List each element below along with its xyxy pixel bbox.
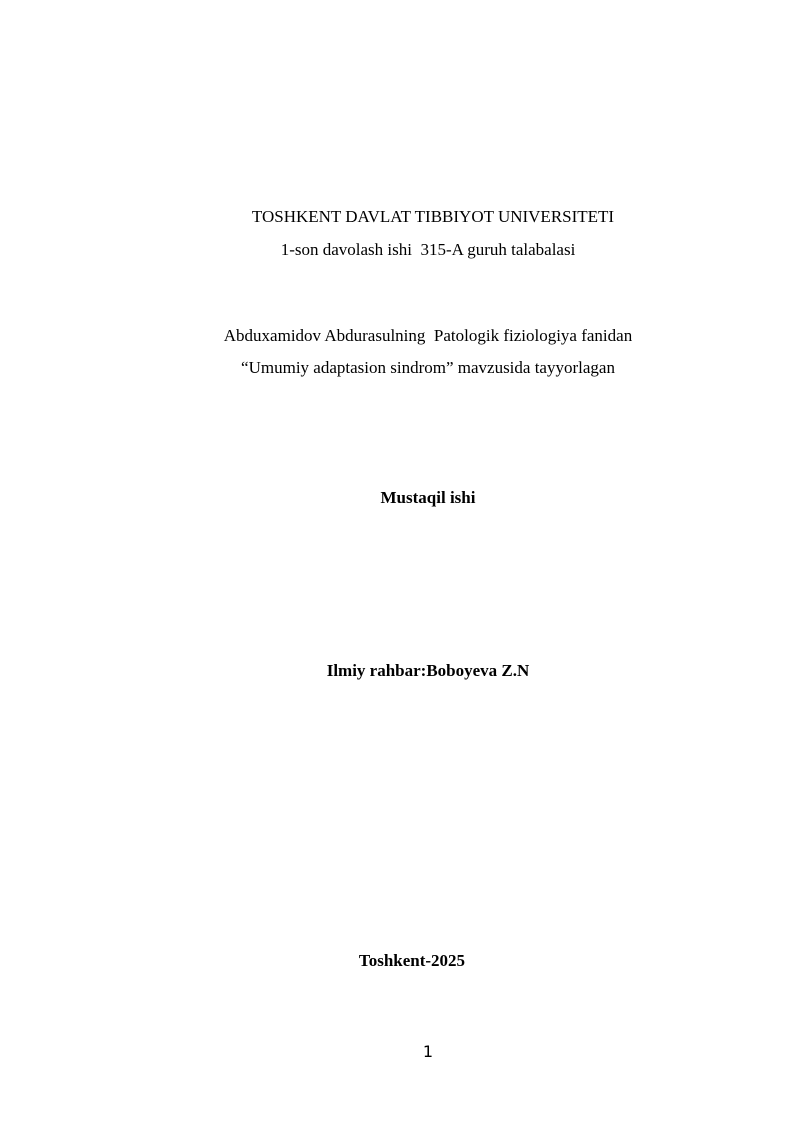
student-group-line: 1-son davolash ishi 315-A guruh talabalasi <box>280 240 576 259</box>
author-subject-line: Abduxamidov Abdurasulning Patologik fiziologiya fanidan <box>223 326 633 345</box>
topic-line: “Umumiy adaptasion sindrom” mavzusida tayyorlagan <box>241 358 615 377</box>
city-year: Toshkent-2025 <box>358 951 466 970</box>
university-name: TOSHKENT DAVLAT TIBBIYOT UNIVERSITETI <box>251 207 615 226</box>
scientific-adviser: Ilmiy rahbar:Boboyeva Z.N <box>326 661 530 680</box>
work-type-title: Mustaqil ishi <box>380 488 476 507</box>
page-number: 1 <box>422 1042 434 1061</box>
